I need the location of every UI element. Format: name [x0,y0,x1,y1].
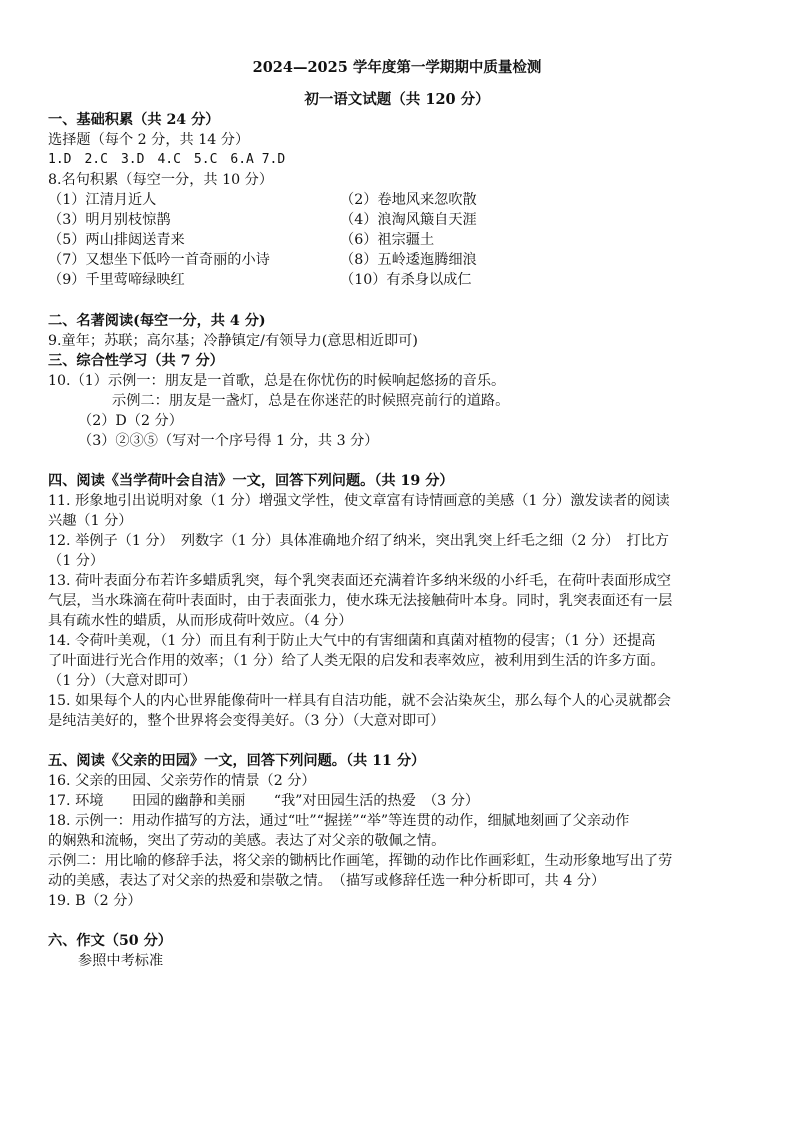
recite-item: （7）又想坐下低吟一首奇丽的小诗 [48,252,270,268]
document-subtitle: 初一语文试题（共 120 分） [304,91,490,108]
section-4-heading: 四、阅读《当学荷叶会自洁》一文，回答下列问题。（共 19 分） [48,473,454,489]
section-6-line: 参照中考标准 [78,953,164,969]
recite-item: （6）祖宗疆土 [340,232,435,248]
section-2-heading: 二、名著阅读(每空一分，共 4 分) [48,313,266,329]
choice-answers: 1.D 2.C 3.D 4.C 5.C 6.A 7.D [48,152,286,167]
recite-item: （1）江清月近人 [48,192,157,208]
section-4-line: 兴趣（1 分） [48,513,133,529]
recite-item: （4）浪淘风簸自天涯 [340,212,477,228]
section-5-heading: 五、阅读《父亲的田园》一文，回答下列问题。（共 11 分） [48,753,426,769]
section-4-line: 13. 荷叶表面分布若许多蜡质乳突，每个乳突表面还充满着许多纳米级的小纤毛，在荷叶表面形成空 [48,573,671,589]
section-5-line: 动的美感，表达了对父亲的热爱和崇敬之情。 （描写或修辞任选一种分析即可，共 4 分） [48,873,606,889]
document-title: 2024—2025 学年度第一学期期中质量检测 [252,59,542,76]
recite-item: （9）千里莺啼绿映红 [48,272,185,288]
section-5-line: 示例二：用比喻的修辞手法，将父亲的锄柄比作画笔，挥锄的动作比作画彩虹，生动形象地写出了劳 [48,853,673,869]
section-4-line: 是纯洁美好的，整个世界将会变得美好。（3 分）（大意对即可） [48,713,445,729]
recite-item: （5）两山排闼送青来 [48,232,185,248]
section-4-line: 具有疏水性的蜡质，从而形成荷叶效应。（4 分） [48,613,353,629]
recite-item: （8）五岭逶迤腾细浪 [340,252,477,268]
choice-label: 选择题（每个 2 分，共 14 分） [48,132,250,148]
recite-item: （10）有杀身以成仁 [340,272,472,288]
section-3-line: （2）D（2 分） [78,413,183,429]
section-4-line: （1 分） [48,553,105,569]
section-4-line: 气层，当水珠滴在荷叶表面时，由于表面张力，使水珠无法接触荷叶本身。同时，乳突表面还有一层 [48,593,673,609]
recite-item: （3）明月别枝惊鹊 [48,212,171,228]
section-2-answer: 9.童年；苏联；高尔基；冷静镇定/有领导力(意思相近即可) [48,333,418,349]
section-5-line: 17. 环境 田园的幽静和美丽 “我”对田园生活的热爱 （3 分） [48,793,480,809]
section-5-line: 的娴熟和流畅，突出了劳动的美感。表达了对父亲的敬佩之情。 [48,833,446,849]
section-3-line: 10.（1）示例一：朋友是一首歌，总是在你忧伤的时候响起悠扬的音乐。 [48,373,506,389]
section-4-line: 15. 如果每个人的内心世界能像荷叶一样具有自洁功能，就不会沾染灰尘，那么每个人的心灵就都会 [48,693,671,709]
section-1-heading: 一、基础积累（共 24 分） [48,112,220,128]
section-5-line: 19. B（2 分） [48,893,142,909]
section-3-line: 示例二：朋友是一盏灯，总是在你迷茫的时候照亮前行的道路。 [112,393,510,409]
section-5-line: 18. 示例一：用动作描写的方法，通过“吐”“握搓”“举”等连贯的动作，细腻地刻画了父亲动作 [48,813,630,829]
section-4-line: 14. 令荷叶美观，（1 分）而且有利于防止大气中的有害细菌和真菌对植物的侵害；（1 分）还提高 [48,633,656,649]
section-4-line: （1 分）（大意对即可） [48,673,197,689]
recite-item: （2）卷地风来忽吹散 [340,192,477,208]
section-4-line: 12. 举例子（1 分） 列数字（1 分）具体准确地介绍了纳米，突出乳突上纤毛之细（2 分） 打比方 [48,533,669,549]
section-3-heading: 三、综合性学习（共 7 分） [48,353,224,369]
recite-label: 8.名句积累（每空一分，共 10 分） [48,172,274,188]
section-3-line: （3）②③⑤（写对一个序号得 1 分，共 3 分） [78,433,379,449]
section-4-line: 了叶面进行光合作用的效率；（1 分）给了人类无限的启发和表率效应，被利用到生活的许多方面。 [48,653,665,669]
section-5-line: 16. 父亲的田园、父亲劳作的情景（2 分） [48,773,316,789]
section-4-line: 11. 形象地引出说明对象（1 分）增强文学性，使文章富有诗情画意的美感（1 分）激发读者的阅读 [48,493,670,509]
section-6-heading: 六、作文（50 分） [48,933,172,949]
